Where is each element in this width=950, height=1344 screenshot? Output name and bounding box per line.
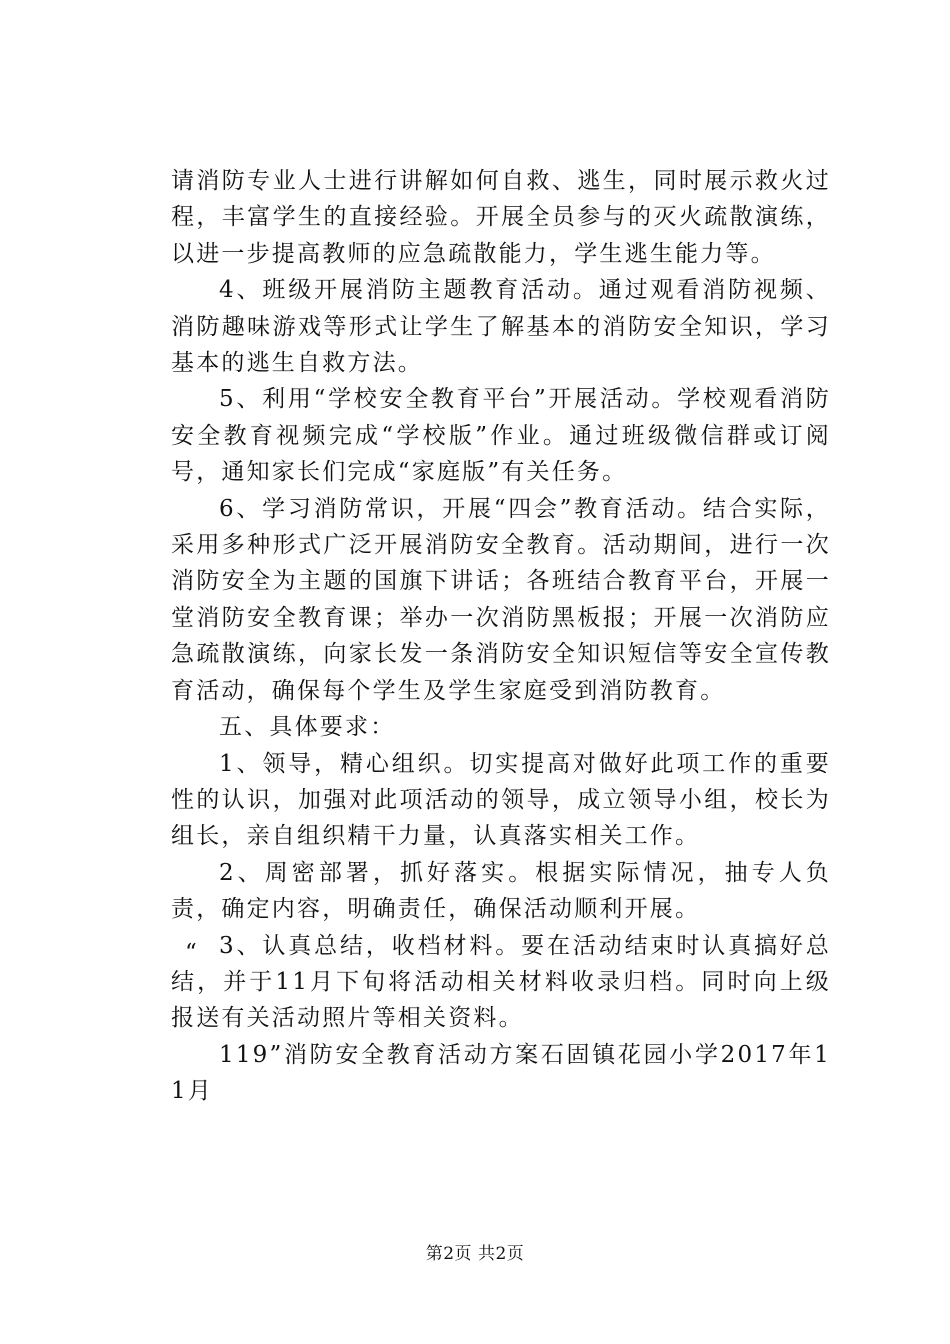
paragraph-requirement-1: 1、领导，精心组织。切实提高对做好此项工作的重要性的认识，加强对此项活动的领导，成立领导小组，校长为组长，亲自组织精干力量，认真落实相关工作。 [171, 750, 831, 850]
paragraph-requirement-2: 2、周密部署，抓好落实。根据实际情况，抽专人负责，确定内容，明确责任，确保活动顺利开展。 [171, 859, 831, 923]
paragraph-item-6: 6、学习消防常识，开展“四会”教育活动。结合实际，采用多种形式广泛开展消防安全教育。活动期间，进行一次消防安全为主题的国旗下讲话；各班结合教育平台，开展一堂消防安全教育课；举办一次消防黑板报；开展一次消防应急疏散演练，向家长发一条消防安全知识短信等安全宣传教育活动，确保每个学生及学生家庭受到消防教育。 [171, 495, 831, 704]
paragraph-item-4: 4、班级开展消防主题教育活动。通过观看消防视频、消防趣味游戏等形式让学生了解基本的消防安全知识，学习基本的逃生自救方法。 [171, 277, 831, 377]
document-body [171, 163, 831, 1110]
section-heading-requirements: 五、具体要求： [219, 714, 396, 741]
paragraph-continuation: 请消防专业人士进行讲解如何自救、逃生，同时展示救火过程，丰富学生的直接经验。开展全员参与的灭火疏散演练，以进一步提高教师的应急疏散能力，学生逃生能力等。 [171, 168, 831, 267]
paragraph-item-5: 5、利用“学校安全教育平台”开展活动。学校观看消防安全教育视频完成“学校版”作业。通过班级微信群或订阅号，通知家长们完成“家庭版”有关任务。 [171, 386, 831, 486]
stray-quote-mark: “ [185, 940, 197, 966]
paragraph-requirement-3: 3、认真总结，收档材料。要在活动结束时认真搞好总结，并于11月下旬将活动相关材料收录归档。同时向上级报送有关活动照片等相关资料。 [171, 932, 831, 1032]
page-footer: 第2页 共2页 [425, 1244, 525, 1264]
closing-line: 119”消防安全教育活动方案石固镇花园小学2017年11月 [171, 1041, 831, 1105]
